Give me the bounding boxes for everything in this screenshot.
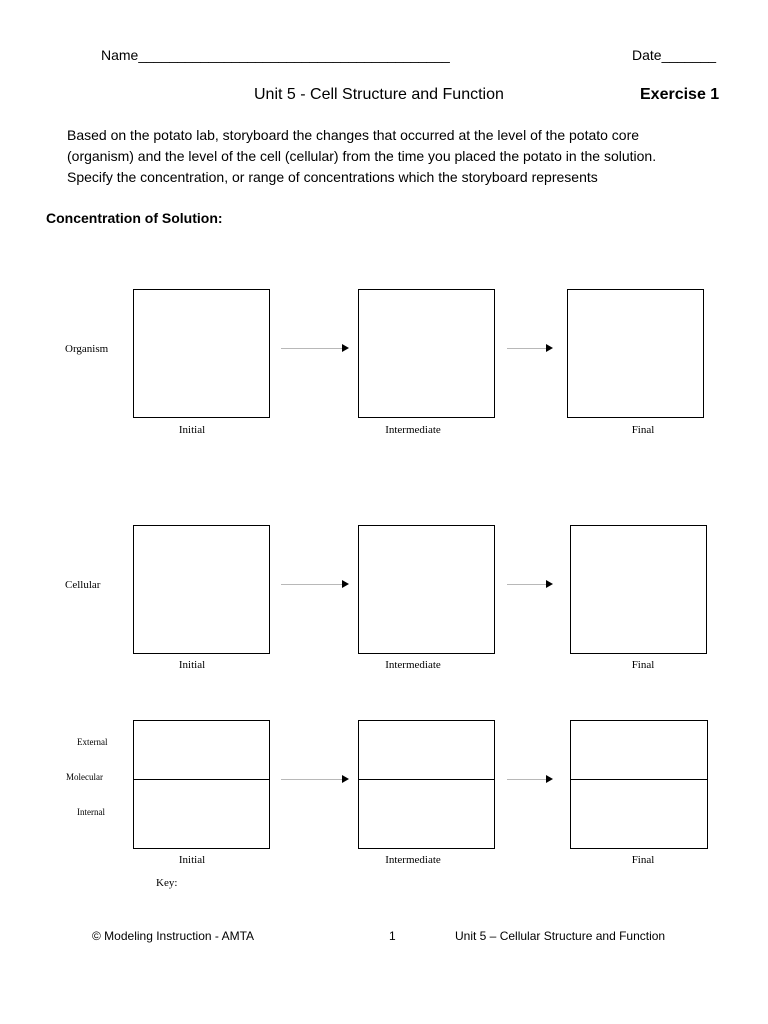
molecular-initial-box[interactable]: [133, 720, 270, 849]
cellular-final-box[interactable]: [570, 525, 707, 654]
instruction-line: (organism) and the level of the cell (cellular) from the time you placed the potato in the solution.: [67, 148, 657, 164]
organism-initial-box[interactable]: [133, 289, 270, 418]
cellular-initial-box[interactable]: [133, 525, 270, 654]
organism-row-label: Organism: [65, 343, 109, 355]
molecular-intermediate-caption: Intermediate: [385, 854, 441, 866]
cellular-intermediate-caption: Intermediate: [385, 659, 441, 671]
organism-initial-caption: Initial: [178, 424, 206, 436]
footer-page-number: 1: [389, 929, 396, 943]
membrane-line: [359, 779, 494, 780]
date-field-label: Date_______: [632, 47, 717, 63]
footer-unit: Unit 5 – Cellular Structure and Function: [455, 929, 666, 943]
organism-arrow-1: [281, 344, 349, 352]
name-field-label: Name________________________________________: [101, 47, 450, 63]
cellular-initial-caption: Initial: [178, 659, 206, 671]
molecular-final-caption: Final: [631, 854, 655, 866]
internal-label: Internal: [77, 807, 105, 817]
concentration-label: Concentration of Solution:: [46, 210, 223, 226]
membrane-line: [134, 779, 269, 780]
cellular-arrow-2: [507, 580, 553, 588]
organism-intermediate-box[interactable]: [358, 289, 495, 418]
molecular-arrow-2: [507, 775, 553, 783]
instructions: [67, 125, 737, 188]
molecular-initial-caption: Initial: [178, 854, 206, 866]
molecular-intermediate-box[interactable]: [358, 720, 495, 849]
unit-title: Unit 5 - Cell Structure and Function: [254, 86, 504, 103]
exercise-title: Exercise 1: [640, 86, 720, 103]
external-label: External: [77, 737, 108, 747]
key-label: Key:: [156, 877, 178, 889]
molecular-row-label: Molecular: [66, 772, 103, 782]
cellular-final-caption: Final: [631, 659, 655, 671]
molecular-final-box[interactable]: [570, 720, 708, 849]
membrane-line: [571, 779, 707, 780]
footer-copyright: © Modeling Instruction - AMTA: [92, 929, 255, 943]
organism-final-box[interactable]: [567, 289, 704, 418]
instruction-line: Specify the concentration, or range of concentrations which the storyboard represents: [67, 169, 598, 185]
cellular-intermediate-box[interactable]: [358, 525, 495, 654]
cellular-arrow-1: [281, 580, 349, 588]
molecular-arrow-1: [281, 775, 349, 783]
cellular-row-label: Cellular: [65, 579, 101, 591]
organism-final-caption: Final: [631, 424, 655, 436]
organism-arrow-2: [507, 344, 553, 352]
instruction-line: Based on the potato lab, storyboard the changes that occurred at the level of the potato core: [67, 127, 640, 143]
organism-intermediate-caption: Intermediate: [385, 424, 441, 436]
